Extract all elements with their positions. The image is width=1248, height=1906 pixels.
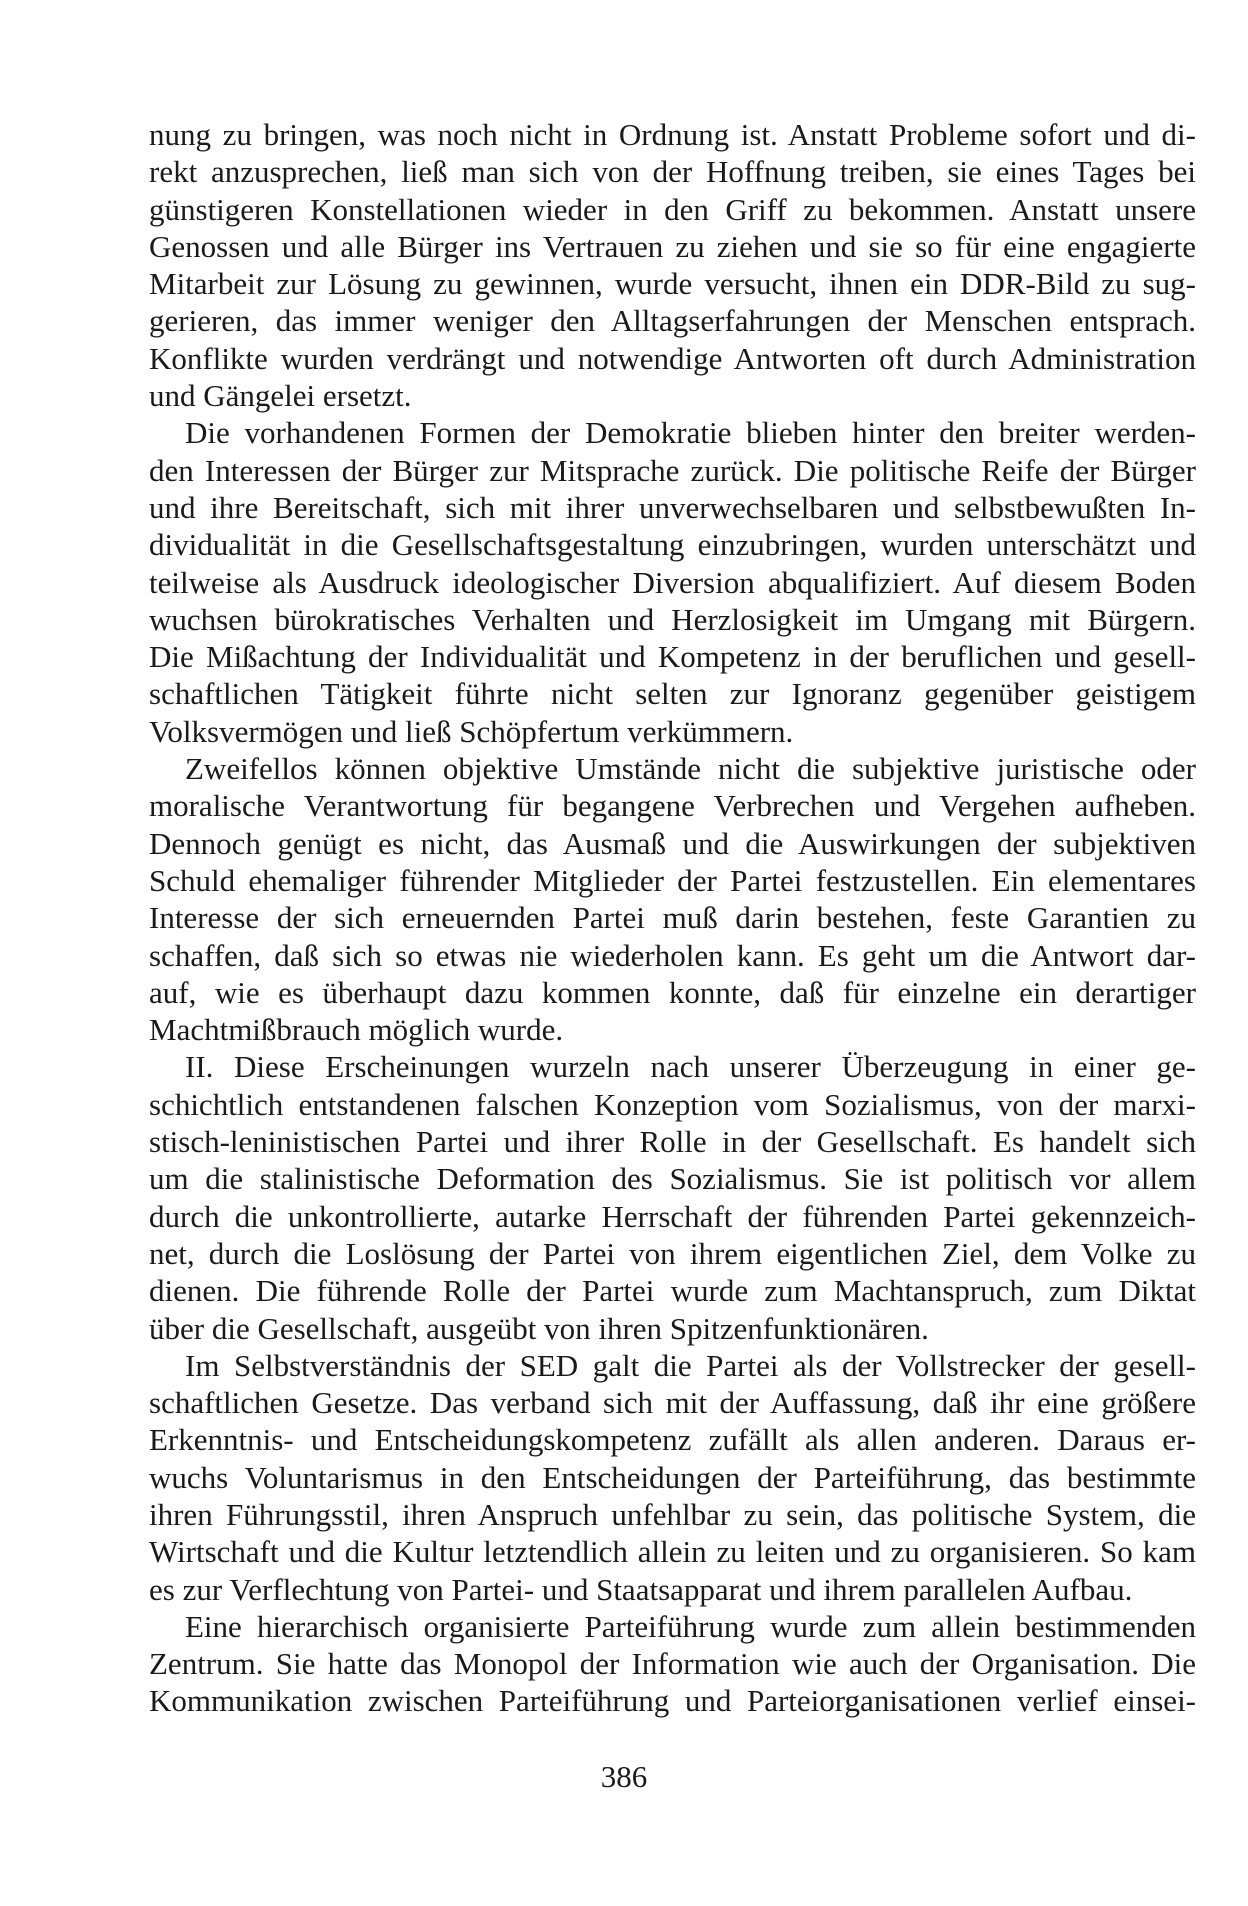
text-line: Interesse der sich erneuernden Partei muß darin bestehen, feste Garantien zu — [149, 900, 1196, 936]
text-line: auf, wie es überhaupt dazu kommen konnte, daß für einzelne ein derartiger — [149, 974, 1196, 1010]
text-line: schichtlich entstandenen falschen Konzeption vom Sozialismus, von der marxi- — [149, 1086, 1196, 1122]
text-line: Genossen und alle Bürger ins Vertrauen zu ziehen und sie so für eine engagierte — [149, 228, 1196, 264]
text-line: net, durch die Loslösung der Partei von ihrem eigentlichen Ziel, dem Volke zu — [149, 1235, 1196, 1271]
text-line: und ihre Bereitschaft, sich mit ihrer unverwechselbaren und selbstbewußten In- — [149, 489, 1196, 525]
text-line: gerieren, das immer weniger den Alltagserfahrungen der Menschen entsprach. — [149, 303, 1196, 339]
text-line: und Gängelei ersetzt. — [149, 378, 412, 414]
text-line: rekt anzusprechen, ließ man sich von der Hoffnung treiben, sie eines Tages bei — [149, 154, 1196, 190]
page-number: 386 — [600, 1759, 648, 1794]
text-line: wuchs Voluntarismus in den Entscheidungen der Parteiführung, das bestimmte — [149, 1459, 1196, 1495]
text-line: Die vorhandenen Formen der Demokratie blieben hinter den breiter werden- — [185, 415, 1196, 451]
text-line: Die Mißachtung der Individualität und Kompetenz in der beruflichen und gesell- — [149, 639, 1196, 675]
text-line: günstigeren Konstellationen wieder in den Griff zu bekommen. Anstatt unsere — [149, 191, 1196, 227]
text-line: dividualität in die Gesellschaftsgestaltung einzubringen, wurden unterschätzt und — [149, 527, 1196, 563]
text-line: ihren Führungsstil, ihren Anspruch unfehlbar zu sein, das politische System, die — [149, 1496, 1196, 1532]
text-line: Kommunikation zwischen Parteiführung und Parteiorganisationen verlief einsei- — [149, 1683, 1196, 1719]
text-line: Erkenntnis- und Entscheidungskompetenz zufällt als allen anderen. Daraus er- — [149, 1422, 1196, 1458]
text-line: Volksvermögen und ließ Schöpfertum verkümmern. — [149, 713, 794, 749]
text-line: dienen. Die führende Rolle der Partei wurde zum Machtanspruch, zum Diktat — [149, 1273, 1196, 1309]
text-line: Eine hierarchisch organisierte Parteiführung wurde zum allein bestimmenden — [185, 1608, 1196, 1644]
text-line: Konflikte wurden verdrängt und notwendige Antworten oft durch Administration — [149, 340, 1196, 376]
text-line: teilweise als Ausdruck ideologischer Diversion abqualifiziert. Auf diesem Boden — [149, 564, 1196, 600]
text-line: um die stalinistische Deformation des Sozialismus. Sie ist politisch vor allem — [149, 1161, 1196, 1197]
text-line: über die Gesellschaft, ausgeübt von ihren Spitzenfunktionären. — [149, 1310, 929, 1346]
text-line: Zentrum. Sie hatte das Monopol der Information wie auch der Organisation. Die — [149, 1646, 1196, 1682]
text-line: es zur Verflechtung von Partei- und Staatsapparat und ihrem parallelen Aufbau. — [149, 1571, 1133, 1607]
text-line: nung zu bringen, was noch nicht in Ordnung ist. Anstatt Probleme sofort und di- — [149, 117, 1196, 152]
text-line: Wirtschaft und die Kultur letztendlich allein zu leiten und zu organisieren. So kam — [149, 1534, 1196, 1570]
text-line: wuchsen bürokratisches Verhalten und Herzlosigkeit im Umgang mit Bürgern. — [149, 601, 1196, 637]
text-line: schaffen, daß sich so etwas nie wiederholen kann. Es geht um die Antwort dar- — [149, 937, 1196, 973]
text-line: Zweifellos können objektive Umstände nicht die subjektive juristische oder — [185, 751, 1196, 787]
text-line: schaftlichen Tätigkeit führte nicht selten zur Ignoranz gegenüber geistigem — [149, 676, 1196, 712]
text-line: stisch-leninistischen Partei und ihrer Rolle in der Gesellschaft. Es handelt sich — [149, 1124, 1196, 1160]
text-line: Schuld ehemaliger führender Mitglieder der Partei festzustellen. Ein elementares — [149, 862, 1196, 898]
text-line: Mitarbeit zur Lösung zu gewinnen, wurde versucht, ihnen ein DDR-Bild zu sug- — [149, 266, 1196, 302]
text-line: den Interessen der Bürger zur Mitsprache zurück. Die politische Reife der Bürger — [149, 452, 1196, 488]
body-text — [149, 116, 1196, 1720]
text-line: Machtmißbrauch möglich wurde. — [149, 1012, 564, 1048]
text-line: durch die unkontrollierte, autarke Herrschaft der führenden Partei gekennzeich- — [149, 1198, 1196, 1234]
text-line: Dennoch genügt es nicht, das Ausmaß und die Auswirkungen der subjektiven — [149, 825, 1196, 861]
text-line: schaftlichen Gesetze. Das verband sich mit der Auffassung, daß ihr eine größere — [149, 1385, 1196, 1421]
text-line: moralische Verantwortung für begangene Verbrechen und Vergehen aufheben. — [149, 788, 1196, 824]
text-line: II. Diese Erscheinungen wurzeln nach unserer Überzeugung in einer ge- — [185, 1049, 1196, 1085]
text-line: Im Selbstverständnis der SED galt die Partei als der Vollstrecker der gesell- — [185, 1347, 1196, 1383]
